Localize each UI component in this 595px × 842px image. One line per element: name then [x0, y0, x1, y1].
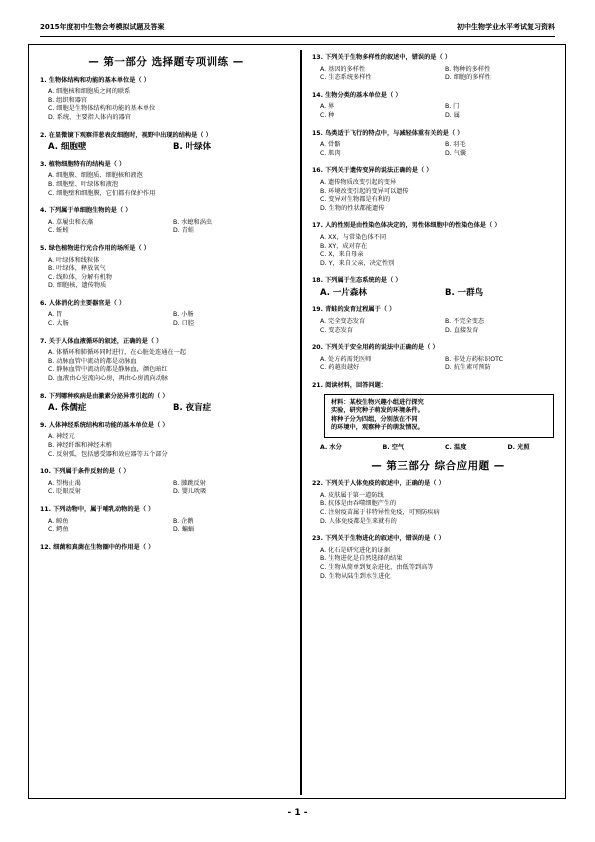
answer-option: A. 完全变态发育 [320, 318, 366, 326]
answer-option: C. 反射弧，包括感受器和效应器等五个部分 [48, 450, 168, 458]
answer-option: A. 基因的多样性 [320, 65, 366, 73]
answer-option: A. 化石是研究进化的证据 [320, 546, 390, 554]
answer-option: B. 门 [445, 103, 460, 111]
question-options [320, 234, 564, 268]
answer-option: A. 草履虫和衣藻 [48, 218, 94, 226]
answer-option: D. 气囊 [445, 149, 467, 157]
answer-option: B. 物种的多样性 [445, 65, 491, 73]
question-options [48, 480, 292, 497]
answer-option: A. XX，与常染色体不同 [320, 233, 387, 241]
answer-option: C. 大肠 [48, 320, 69, 328]
answer-option: A. 界 [320, 103, 335, 111]
answer-option: C. 细胞是生物体结构和功能的基本单位 [48, 105, 156, 113]
page-header [40, 22, 555, 37]
answer-option: C. 线粒体，分解有机物 [48, 273, 112, 281]
question-stem: 15. 鸟类适于飞行的特点中，与减轻体重有关的是（ ） [312, 129, 464, 137]
question-stem: 23. 下列关于生物进化的叙述中，错误的是（ ） [312, 535, 445, 543]
material-line: 的环境中，观察种子的萌发情况。 [331, 424, 424, 432]
answer-option: B. 夜盲症 [173, 403, 212, 414]
material-line: 将种子分为四组，分别放在不同 [331, 415, 418, 423]
answer-option: D. 细胞核，遗传物质 [48, 282, 107, 290]
answer-option: D. 直接发育 [445, 326, 479, 334]
answer-option: A. 侏儒症 [48, 403, 87, 414]
answer-option: C. 生物从简单到复杂进化，由低等到高等 [320, 563, 434, 571]
material-line: 材料：某校生物兴趣小组进行探究 [331, 398, 424, 406]
answer-option: D. 光照 [507, 444, 530, 451]
section-title-2: — 第三部分 综合应用题 — [371, 459, 505, 472]
section-title: — 第一部分 选择题专项训练 — [88, 56, 244, 68]
question-stem: 10. 下列属于条件反射的是（ ） [40, 468, 130, 476]
answer-option: B. 环境改变引起的变异可以遗传 [320, 187, 409, 195]
answer-option: A. 细胞壁 [48, 142, 87, 153]
question-stem: 22. 下列关于人体免疫的叙述中，正确的是（ ） [312, 480, 445, 488]
answer-option: D. 生物从陆生到水生进化 [320, 572, 391, 580]
answer-option: D. 青蛙 [173, 227, 195, 235]
header-right: 初中生物学业水平考试复习资料 [457, 23, 555, 31]
answer-option: C. 温度 [445, 444, 467, 451]
answer-option: C. 种 [320, 111, 335, 119]
answer-option: B. 非处方药标识OTC [445, 355, 503, 363]
question-options [320, 141, 564, 158]
answer-option: C. 变异对生物都是有利的 [320, 196, 391, 204]
answer-option: B. 神经纤维和神经末梢 [48, 442, 112, 449]
answer-option: B. 一群鸟 [445, 287, 484, 298]
answer-option: C. X，来自母亲 [320, 251, 364, 259]
question-options [320, 492, 564, 526]
question-stem: 4. 下列属于单细胞生物的是（ ） [40, 207, 132, 215]
question-stem: 2. 在显微镜下观察洋葱表皮细胞时，视野中出现的结构是（ ） [40, 131, 212, 139]
question-stem: 13. 下列关于生物多样性的叙述中，错误的是（ ） [312, 54, 452, 61]
answer-option: A. 望梅止渴 [48, 479, 81, 487]
question-options [320, 289, 564, 298]
question-options [48, 404, 292, 413]
answer-option: D. 生物的性状都能遗传 [320, 204, 385, 212]
question-options [48, 257, 292, 291]
answer-option: D. 蝙蝠 [173, 526, 195, 534]
answer-option: A. 骨骼 [320, 141, 341, 149]
answer-option: B. 组织和器官 [48, 96, 88, 104]
question-options [48, 219, 292, 236]
answer-option: D. 细胞的多样性 [445, 74, 491, 82]
answer-option: D. 人体免疫都是生来就有的 [320, 517, 397, 525]
question-options [320, 444, 564, 453]
answer-option: A. 细胞核和细胞质之间的联系 [48, 88, 131, 96]
answer-option: A. 水分 [320, 444, 342, 451]
question-stem: 5. 绿色植物进行光合作用的场所是（ ） [40, 244, 150, 252]
column-divider [300, 50, 302, 795]
answer-option: B. 叶绿体，释放氧气 [48, 265, 106, 273]
answer-option: A. 一片森林 [320, 287, 367, 298]
answer-option: B. 生物进化是自然选择的结果 [320, 555, 403, 563]
answer-option: D. Y，来自父亲，决定性别 [320, 259, 395, 267]
answer-option: D. 口腔 [173, 320, 195, 328]
question-options [48, 88, 292, 122]
answer-option: C. 鳄鱼 [48, 526, 69, 534]
answer-option: A. 细胞膜、细胞质、细胞核和液泡 [48, 172, 143, 180]
answer-option: C. 眨眼反射 [48, 488, 82, 496]
answer-option: B. 小肠 [173, 311, 194, 319]
answer-option: D. 属 [445, 111, 460, 119]
question-stem: 19. 青蛙的发育过程属于（ ） [312, 306, 396, 314]
question-options [48, 518, 292, 535]
answer-option: C. 静脉血管中流动的都是静脉血，颜色暗红 [48, 366, 168, 374]
answer-option: D. 系统，主要指人体内的器官 [48, 113, 131, 121]
question-stem: 17. 人的性别是由性染色体决定的，男性体细胞中的性染色体是（ ） [312, 222, 501, 230]
answer-option: D. 婴儿吮吸 [173, 488, 207, 496]
question-options [48, 172, 292, 198]
answer-option: C. 细胞壁和细胞膜，它们都有保护作用 [48, 189, 156, 197]
answer-option: B. 细胞壁、叶绿体和液泡 [48, 180, 119, 188]
answer-option: C. 注射疫苗属于非特异性免疫，可预防疾病 [320, 508, 440, 516]
answer-option: B. XY，成对存在 [320, 242, 368, 250]
answer-option: B. 企鹅 [173, 517, 194, 525]
page-number: - 1 - [287, 808, 308, 818]
answer-option: A. 叶绿体和线粒体 [48, 256, 100, 264]
question-options [48, 433, 292, 459]
header-left: 2015年度初中生物会考模拟试题及答案 [40, 23, 165, 31]
material-line: 实验，研究种子萌发的环境条件。 [331, 407, 424, 415]
question-stem: 18. 下列属于生态系统的是（ ） [312, 277, 402, 285]
question-options [48, 349, 292, 383]
answer-option: D. 血液由心室流向心房，再由心房流向动脉 [48, 375, 169, 383]
answer-option: B. 抗体是由吞噬细胞产生的 [320, 500, 397, 508]
question-options [320, 179, 564, 213]
question-stem: 1. 生物体结构和功能的基本单位是（ ） [40, 76, 150, 84]
answer-option: D. 抗生素可预防 [445, 364, 491, 372]
question-options [320, 103, 564, 120]
question-stem: 21. 阅读材料，回答问题： [312, 382, 387, 390]
question-stem: 20. 下列关于安全用药的说法中正确的是（ ） [312, 344, 439, 352]
question-stem: 14. 生物分类的基本单位是（ ） [312, 91, 402, 99]
answer-option: A. 胃 [48, 311, 63, 319]
question-stem: 12. 细菌和真菌在生物圈中的作用是（ ） [40, 543, 155, 551]
question-options [320, 547, 564, 581]
answer-option: B. 叶绿体 [173, 142, 212, 153]
answer-option: C. 生态系统多样性 [320, 74, 372, 82]
right-column [312, 54, 564, 590]
answer-option: B. 不完全变态 [445, 318, 485, 326]
answer-option: C. 蚯蚓 [48, 227, 69, 235]
question-stem: 7. 关于人体血液循环的叙述，正确的是（ ） [40, 337, 163, 345]
answer-option: B. 羽毛 [445, 141, 466, 149]
answer-option: C. 药越贵越好 [320, 364, 360, 372]
answer-option: A. 神经元 [48, 433, 75, 441]
question-stem: 9. 人体神经系统结构和功能的基本单位是（ ） [40, 421, 169, 429]
answer-option: A. 处方药需凭医师 [320, 355, 372, 363]
answer-option: C. 肌肉 [320, 149, 341, 157]
answer-option: B. 空气 [382, 444, 405, 451]
answer-option: A. 鲸鱼 [48, 517, 69, 525]
answer-option: C. 变态发育 [320, 326, 354, 334]
question-stem: 3. 植物细胞特有的结构是（ ） [40, 160, 126, 168]
question-stem: 8. 下列哪种疾病是由激素分泌异常引起的（ ） [40, 392, 169, 400]
question-stem: 11. 下列动物中，属于哺乳动物的是（ ） [40, 505, 155, 513]
answer-option: B. 动脉血管中流动的都是动脉血 [48, 357, 137, 365]
question-options [320, 318, 564, 335]
left-column [40, 54, 292, 555]
question-options [48, 143, 292, 152]
question-options [324, 394, 554, 438]
question-options [320, 66, 564, 83]
question-stem: 16. 下列关于遗传变异的说法正确的是（ ） [312, 167, 433, 175]
question-options [320, 356, 564, 373]
question-stem: 6. 人体消化的主要器官是（ ） [40, 299, 126, 307]
answer-option: A. 皮肤属于第一道防线 [320, 491, 384, 499]
answer-option: B. 水螅和涡虫 [173, 218, 213, 226]
answer-option: A. 遗传物质改变引起的变异 [320, 178, 397, 186]
answer-option: A. 体循环和肺循环同时进行，在心脏处连通在一起 [48, 349, 186, 357]
question-options [48, 311, 292, 328]
answer-option: B. 膝跳反射 [173, 479, 206, 487]
